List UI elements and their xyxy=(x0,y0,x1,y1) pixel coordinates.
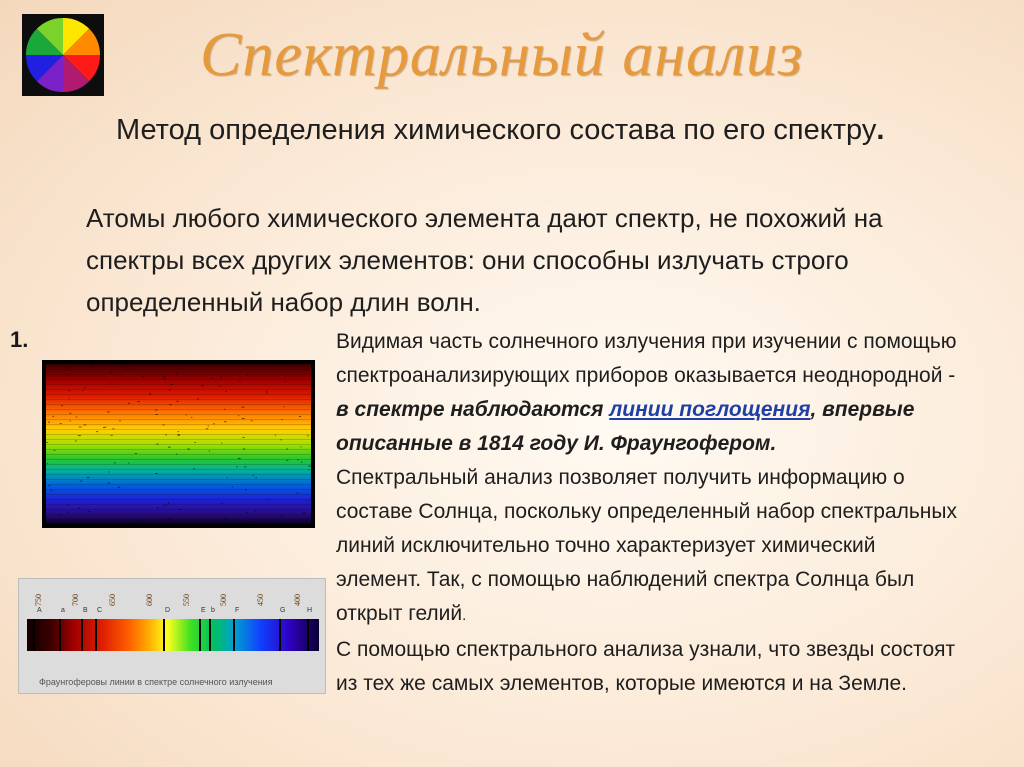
speck xyxy=(46,442,48,443)
speck xyxy=(236,466,238,467)
speck xyxy=(301,462,303,463)
line-letter: F xyxy=(235,607,240,614)
paragraph-line: С помощью спектрального анализа узнали, что звезды состоят xyxy=(336,638,956,661)
speck xyxy=(232,487,233,488)
speck xyxy=(103,427,105,428)
speck xyxy=(108,482,110,483)
color-wheel-icon xyxy=(22,14,104,96)
line-letter: A xyxy=(37,607,42,614)
helium-text: открыт гелий xyxy=(336,602,463,625)
speck xyxy=(149,393,151,394)
speck xyxy=(168,519,171,520)
speck xyxy=(155,410,158,411)
speck xyxy=(309,469,310,470)
speck xyxy=(163,376,166,377)
speck xyxy=(251,420,253,421)
speck xyxy=(285,381,287,382)
scale-label: 600 xyxy=(145,594,154,606)
speck xyxy=(266,499,267,500)
speck xyxy=(281,419,283,420)
speck xyxy=(297,492,299,493)
figure-caption: Фраунгоферовы линии в спектре солнечного излучения xyxy=(39,677,273,687)
speck xyxy=(111,384,113,385)
line-letter: b xyxy=(211,607,215,614)
intro-line: определенный набор длин волн. xyxy=(86,287,481,317)
speck xyxy=(90,365,93,366)
absorption-line xyxy=(33,619,35,651)
paragraph-line: линий исключительно точно характеризует химический xyxy=(336,534,876,557)
scale-label: 400 xyxy=(293,594,302,606)
paragraph-line: спектроанализирующих приборов оказывается неоднородной - xyxy=(336,364,956,387)
speck xyxy=(297,459,298,460)
line-letter: E xyxy=(201,607,206,614)
scale-label: 650 xyxy=(108,594,117,606)
speck xyxy=(243,448,245,449)
scale-label: 750 xyxy=(34,594,43,606)
speck xyxy=(300,446,301,447)
speck xyxy=(170,384,173,385)
speck xyxy=(138,520,141,521)
speck xyxy=(84,424,87,425)
speck xyxy=(141,376,144,377)
spectrum-gradient xyxy=(46,364,311,524)
speck xyxy=(135,453,137,454)
speck xyxy=(186,414,187,415)
speck xyxy=(266,391,267,392)
speck xyxy=(87,477,89,478)
slide-title: Спектральный анализ xyxy=(200,21,804,89)
speck xyxy=(109,483,110,484)
intro-line: Атомы любого химического элемента дают спектр, не похожий на xyxy=(86,203,883,233)
speck xyxy=(80,481,83,482)
speck xyxy=(310,500,311,501)
speck xyxy=(96,431,98,432)
speck xyxy=(221,503,223,504)
speck xyxy=(69,390,71,391)
speck xyxy=(61,405,63,406)
speck xyxy=(168,447,171,448)
speck xyxy=(163,424,165,425)
speck xyxy=(60,423,62,424)
speck xyxy=(245,489,247,490)
speck xyxy=(197,510,198,511)
speck xyxy=(286,449,288,450)
speck xyxy=(137,401,140,402)
speck xyxy=(69,413,71,414)
speck xyxy=(82,390,83,391)
intro-line: спектры всех других элементов: они способны излучать строго xyxy=(86,245,849,275)
speck xyxy=(121,364,123,365)
slide-subtitle xyxy=(116,114,884,147)
speck xyxy=(175,374,177,375)
absorption-line xyxy=(307,619,309,651)
speck xyxy=(111,435,113,436)
item-number: 1. xyxy=(10,327,29,352)
speck xyxy=(225,391,226,392)
scale-label: 700 xyxy=(71,594,80,606)
absorption-line xyxy=(59,619,61,651)
wavelength-scale xyxy=(25,583,321,606)
speck xyxy=(238,415,239,416)
line-letter: a xyxy=(61,607,65,614)
paragraph-line: описанные в 1814 году И. Фраунгофером. xyxy=(336,432,777,455)
speck xyxy=(224,518,227,519)
speck xyxy=(243,437,245,438)
speck xyxy=(68,375,69,376)
absorption-line xyxy=(279,619,281,651)
speck xyxy=(195,442,196,443)
intro-paragraph xyxy=(86,197,986,323)
speck xyxy=(164,505,166,506)
speck xyxy=(178,509,180,510)
speck xyxy=(246,512,248,513)
speck xyxy=(201,385,203,386)
speck xyxy=(114,462,116,463)
absorption-line xyxy=(95,619,97,651)
speck xyxy=(211,378,213,379)
speck xyxy=(69,398,70,399)
speck xyxy=(191,417,192,418)
speck xyxy=(163,378,166,379)
speck xyxy=(119,420,121,421)
paragraph-line: Видимая часть солнечного излучения при изучении с помощью xyxy=(336,330,957,353)
speck xyxy=(213,423,215,424)
speck xyxy=(208,426,209,427)
speck xyxy=(169,404,172,405)
speck xyxy=(54,450,56,451)
speck xyxy=(197,399,199,400)
paragraph-line xyxy=(336,597,1024,633)
speck xyxy=(206,428,209,429)
speck xyxy=(239,381,241,382)
period: . xyxy=(462,607,467,624)
speck xyxy=(241,407,244,408)
speck xyxy=(47,463,48,464)
speck xyxy=(227,477,228,478)
solar-spectrum-image xyxy=(42,360,315,528)
speck xyxy=(177,434,180,435)
speck xyxy=(247,375,249,376)
absorption-line xyxy=(233,619,235,651)
speck xyxy=(118,487,121,488)
fraunhofer-spectrum-bar xyxy=(27,619,319,651)
speck xyxy=(281,516,283,517)
paragraph-line: из тех же самых элементов, которые имеются и на Земле. xyxy=(336,672,907,695)
speck xyxy=(105,426,106,427)
speck xyxy=(176,401,178,402)
scale-label: 500 xyxy=(219,594,228,606)
line-letter: B xyxy=(83,607,88,614)
speck xyxy=(112,428,114,429)
speck xyxy=(79,426,82,427)
speck xyxy=(287,460,289,461)
speck xyxy=(308,466,311,467)
speck xyxy=(193,468,195,469)
absorption-line xyxy=(209,619,211,651)
speck xyxy=(284,406,285,407)
emphasis-text: в спектре наблюдаются xyxy=(336,398,610,421)
speck xyxy=(157,507,159,508)
speck xyxy=(224,409,225,410)
speck xyxy=(156,444,158,445)
line-letter: H xyxy=(307,607,313,614)
speck xyxy=(128,463,129,464)
speck xyxy=(220,376,222,377)
speck xyxy=(221,443,222,444)
absorption-line xyxy=(81,619,83,651)
speck xyxy=(111,372,113,373)
line-letter: C xyxy=(97,607,103,614)
speck xyxy=(224,421,227,422)
subtitle-period: . xyxy=(876,114,885,146)
absorption-lines-link[interactable]: линии поглощения xyxy=(609,398,811,421)
speck xyxy=(107,411,110,412)
speck xyxy=(266,393,268,394)
emphasis-text: , впервые xyxy=(810,398,915,421)
speck xyxy=(219,386,220,387)
speck xyxy=(165,434,167,435)
speck xyxy=(108,472,109,473)
speck xyxy=(78,435,81,436)
paragraph-line: составе Солнца, поскольку определенный набор спектральных xyxy=(336,500,957,523)
speck xyxy=(67,512,69,513)
speck xyxy=(134,368,135,369)
paragraph-line xyxy=(336,393,1024,427)
absorption-specks xyxy=(46,364,311,524)
speck xyxy=(169,389,171,390)
speck xyxy=(155,414,158,415)
speck xyxy=(275,435,276,436)
line-letter: G xyxy=(280,607,286,614)
speck xyxy=(84,388,86,389)
speck xyxy=(255,477,257,478)
speck xyxy=(127,369,129,370)
speck xyxy=(167,504,169,505)
speck xyxy=(242,418,245,419)
speck xyxy=(70,420,71,421)
paragraph-line: Спектральный анализ позволяет получить информацию о xyxy=(336,466,905,489)
speck xyxy=(48,485,50,486)
speck xyxy=(238,458,241,459)
line-letter: D xyxy=(165,607,171,614)
scale-label: 550 xyxy=(182,594,191,606)
speck xyxy=(88,511,90,512)
speck xyxy=(76,417,77,418)
scale-label: 450 xyxy=(256,594,265,606)
speck xyxy=(303,512,306,513)
speck xyxy=(244,466,246,467)
speck xyxy=(67,505,69,506)
paragraph-line: элемент. Так, с помощью наблюдений спектра Солнца был xyxy=(336,568,915,591)
speck xyxy=(59,514,62,515)
absorption-line xyxy=(199,619,201,651)
speck xyxy=(253,475,254,476)
speck xyxy=(178,431,179,432)
speck xyxy=(165,378,166,379)
speck xyxy=(128,403,130,404)
speck xyxy=(48,422,50,423)
speck xyxy=(187,449,190,450)
speck xyxy=(75,441,77,442)
fraunhofer-letters xyxy=(25,607,321,616)
fraunhofer-lines-figure xyxy=(18,578,326,694)
absorption-line xyxy=(163,619,165,651)
speck xyxy=(299,416,301,417)
speck xyxy=(168,503,169,504)
speck xyxy=(255,510,257,511)
speck xyxy=(176,454,177,455)
speck xyxy=(177,372,179,373)
speck xyxy=(78,508,80,509)
speck xyxy=(178,435,180,436)
speck xyxy=(307,435,309,436)
speck xyxy=(68,367,70,368)
speck xyxy=(52,416,54,417)
speck xyxy=(280,439,282,440)
speck xyxy=(50,490,52,491)
main-paragraph xyxy=(336,325,1024,701)
speck xyxy=(155,473,157,474)
subtitle-text: Метод определения химического состава по его спектру xyxy=(116,114,877,146)
speck xyxy=(209,451,210,452)
